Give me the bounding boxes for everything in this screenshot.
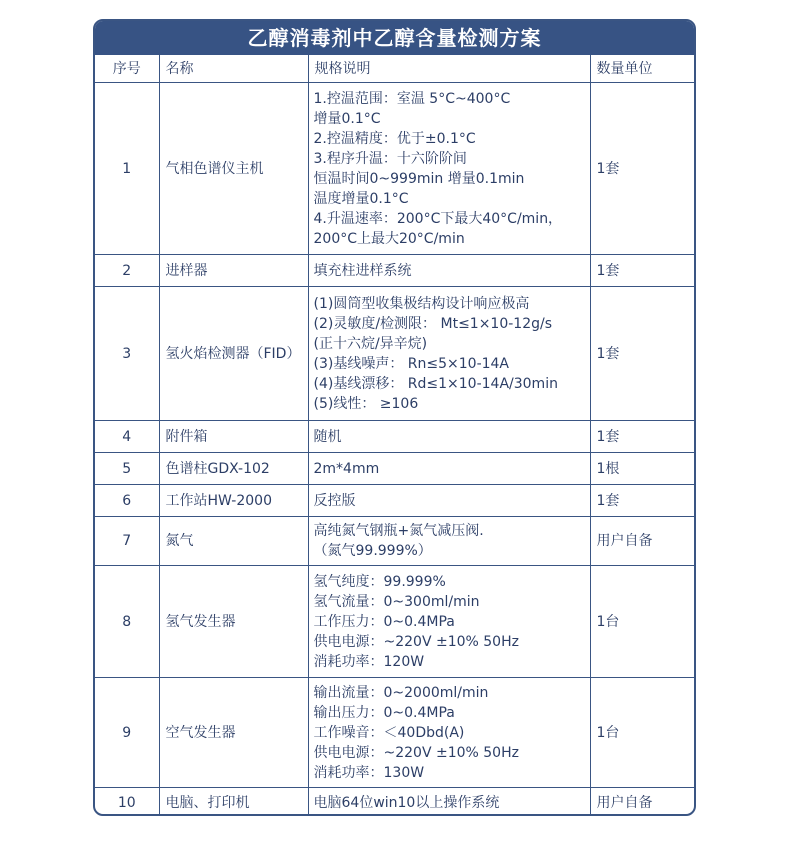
item-spec (308, 678, 590, 788)
item-spec (308, 788, 590, 817)
table-row (95, 421, 696, 453)
spec-line: 4.升温速率：200°C下最大40°C/min， (313, 210, 563, 227)
item-name: 氢火焰检测器（FID） (159, 287, 308, 421)
item-name: 进样器 (159, 255, 308, 287)
item-name: 氮气 (159, 517, 308, 566)
item-quantity: 1根 (590, 453, 696, 485)
spec-line: 消耗功率：120W (313, 653, 425, 670)
row-number: 7 (95, 517, 159, 566)
item-name: 色谱柱GDX-102 (159, 453, 308, 485)
item-spec (308, 566, 590, 678)
spec-line: 输出流量：0~2000ml/min (313, 684, 489, 701)
item-name: 气相色谱仪主机 (159, 83, 308, 255)
spec-line: 高纯氮气钢瓶+氮气减压阀. (313, 523, 484, 539)
item-name: 电脑、打印机 (159, 788, 308, 817)
item-quantity: 1台 (590, 566, 696, 678)
header-spec: 规格说明 (308, 55, 590, 83)
table-row (95, 678, 696, 788)
row-number: 2 (95, 255, 159, 287)
spec-line: 2.控温精度：优于±0.1°C (313, 130, 476, 147)
spec-line: 工作噪音：＜40Dbd(A) (313, 724, 465, 741)
spec-line: (2)灵敏度/检测限： Mt≤1×10-12g/s (313, 315, 553, 332)
spec-line: 恒温时间0~999min 增量0.1min (313, 170, 525, 187)
row-number: 1 (95, 83, 159, 255)
item-spec (308, 255, 590, 287)
table-row (95, 453, 696, 485)
spec-line: 温度增量0.1°C (313, 190, 409, 207)
equipment-table-card (93, 19, 696, 816)
table-body (95, 83, 696, 817)
spec-line: 增量0.1°C (313, 110, 381, 127)
item-quantity: 1套 (590, 255, 696, 287)
item-spec (308, 453, 590, 485)
table-row (95, 83, 696, 255)
spec-line: 供电电源：~220V ±10% 50Hz (313, 744, 519, 761)
table-row (95, 255, 696, 287)
table-title: 乙醇消毒剂中乙醇含量检测方案 (95, 21, 694, 55)
spec-line: 输出压力：0~0.4MPa (313, 704, 455, 721)
spec-line: （氮气99.999%） (313, 543, 432, 559)
table-row (95, 287, 696, 421)
header-name: 名称 (159, 55, 308, 83)
item-quantity: 1套 (590, 421, 696, 453)
spec-line: 供电电源：~220V ±10% 50Hz (313, 633, 519, 650)
row-number: 6 (95, 485, 159, 517)
item-quantity: 用户自备 (590, 517, 696, 566)
row-number: 9 (95, 678, 159, 788)
header-no: 序号 (95, 55, 159, 83)
row-number: 5 (95, 453, 159, 485)
item-quantity: 1台 (590, 678, 696, 788)
spec-line: 填充柱进样系统 (313, 262, 412, 279)
spec-line: 消耗功率：130W (313, 764, 425, 781)
spec-line: 氢气纯度：99.999% (313, 573, 446, 590)
item-quantity: 1套 (590, 287, 696, 421)
spec-line: 氢气流量：0~300ml/min (313, 593, 480, 610)
item-quantity: 1套 (590, 485, 696, 517)
spec-line: 电脑64位win10以上操作系统 (313, 794, 500, 811)
table-row (95, 788, 696, 817)
spec-line: 随机 (313, 428, 342, 445)
spec-line: (正十六烷/异辛烷) (313, 335, 428, 352)
row-number: 10 (95, 788, 159, 817)
table-row (95, 566, 696, 678)
item-name: 氢气发生器 (159, 566, 308, 678)
table-row (95, 485, 696, 517)
item-quantity: 1套 (590, 83, 696, 255)
spec-line: (4)基线漂移： Rd≤1×10-14A/30min (313, 375, 558, 392)
spec-line: 200°C上最大20°C/min (313, 230, 465, 247)
header-row (95, 55, 696, 83)
spec-line: 反控版 (313, 492, 356, 509)
item-quantity: 用户自备 (596, 794, 653, 811)
item-spec (308, 517, 590, 566)
spec-line: 3.程序升温：十六阶阶间 (313, 150, 467, 167)
item-spec (308, 83, 590, 255)
item-name: 工作站HW-2000 (159, 485, 308, 517)
spec-line: (1)圆筒型收集极结构设计响应极高 (313, 295, 530, 312)
row-number: 8 (95, 566, 159, 678)
item-name: 附件箱 (159, 421, 308, 453)
spec-line: 2m*4mm (313, 460, 380, 477)
row-number: 3 (95, 287, 159, 421)
item-spec (308, 485, 590, 517)
item-name: 空气发生器 (159, 678, 308, 788)
spec-line: (3)基线噪声： Rn≤5×10-14A (313, 355, 510, 372)
equipment-table (95, 55, 696, 816)
spec-line: 1.控温范围：室温 5°C~400°C (313, 90, 511, 107)
item-spec (308, 287, 590, 421)
spec-line: 工作压力：0~0.4MPa (313, 613, 455, 630)
header-qty: 数量单位 (590, 55, 696, 83)
row-number: 4 (95, 421, 159, 453)
table-row (95, 517, 696, 566)
spec-line: (5)线性： ≥106 (313, 395, 419, 412)
item-spec (308, 421, 590, 453)
